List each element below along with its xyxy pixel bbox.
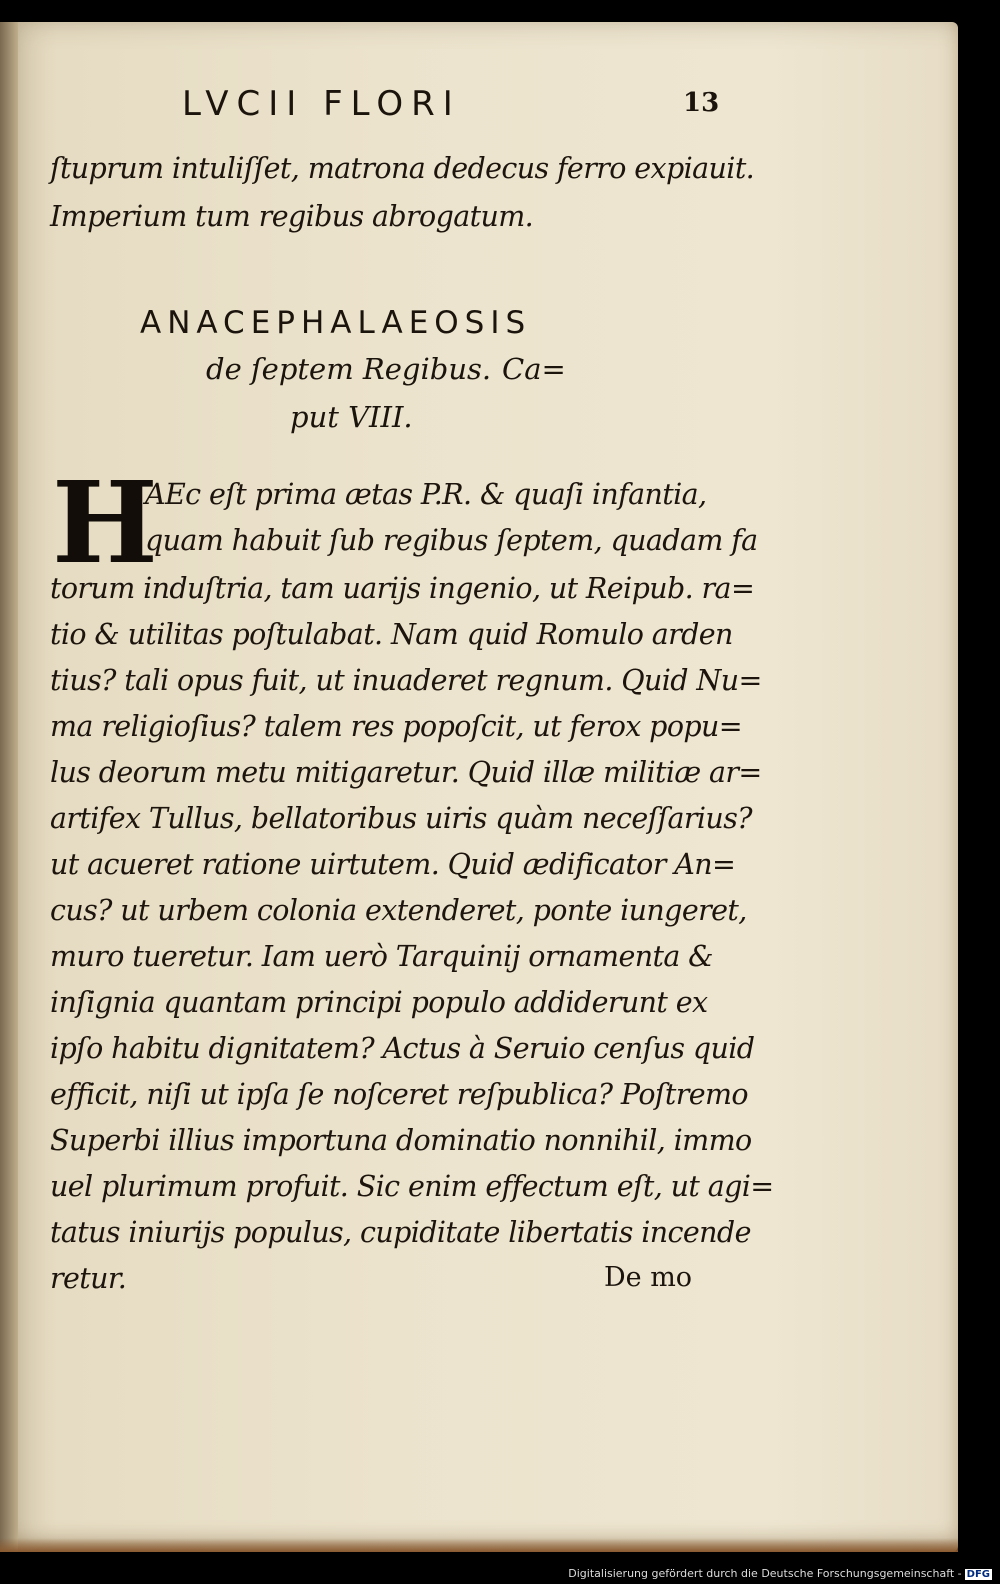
body-line: artifex Tullus, bellatoribus uiris quàm neceſſarius? (50, 802, 752, 835)
catchword: De mo (604, 1262, 693, 1293)
body-line: inſignia quantam principi populo addiderunt ex (50, 986, 708, 1019)
chapter-number: put VIII. (290, 400, 413, 434)
running-head: LVCII FLORI (182, 84, 461, 124)
opening-line: ſtuprum intuliſſet, matrona dedecus ferro expiauit. (50, 152, 755, 185)
chapter-subheading: de ſeptem Regibus. (206, 352, 492, 386)
body-line: retur. (50, 1262, 127, 1295)
body-line: ut acueret ratione uirtutem. Quid ædificator An= (50, 848, 736, 881)
body-line: ipſo habitu dignitatem? Actus à Seruio cenſus quid (50, 1032, 755, 1065)
chapter-subheading-continuation: Ca= (502, 352, 566, 386)
opening-line: Imperium tum regibus abrogatum. (50, 200, 534, 233)
body-line: tius? tali opus fuit, ut inuaderet regnum. Quid Nu= (50, 664, 762, 697)
drop-initial: H (52, 458, 158, 589)
page-gutter-shadow (0, 22, 18, 1552)
digitization-credit (568, 1567, 992, 1580)
body-line: efficit, niſi ut ipſa ſe noſceret reſpublica? Poſtremo (50, 1078, 748, 1111)
dfg-logo: DFG (966, 1569, 990, 1580)
credit-text: Digitalisierung gefördert durch die Deutsche Forschungsgemeinschaft - (568, 1567, 962, 1580)
body-line: cus? ut urbem colonia extenderet, ponte iungeret, (50, 894, 747, 927)
body-line: tatus iniurijs populus, cupiditate libertatis incende (50, 1216, 751, 1249)
body-line: uel plurimum profuit. Sic enim effectum eſt, ut agi= (50, 1170, 774, 1203)
body-line: tio & utilitas poſtulabat. Nam quid Romulo arden (50, 618, 733, 651)
body-line: AEc eſt prima ætas P.R. & quaſi infantia, (145, 478, 707, 511)
body-line: torum induſtria, tam uarijs ingenio, ut Reipub. ra= (50, 572, 755, 605)
body-line: lus deorum metu mitigaretur. Quid illæ militiæ ar= (50, 756, 762, 789)
page-bottom-edge (0, 1538, 958, 1552)
body-line: quam habuit ſub regibus ſeptem, quadam fa (145, 524, 758, 557)
body-line: ma religioſius? talem res popoſcit, ut ferox popu= (50, 710, 743, 743)
body-line: Superbi illius importuna dominatio nonnihil, immo (50, 1124, 752, 1157)
chapter-heading: ANACEPHALAEOSIS (140, 305, 532, 341)
book-page (0, 22, 958, 1552)
folio-number: 13 (683, 88, 720, 118)
body-line: muro tueretur. Iam uerò Tarquinij ornamenta & (50, 940, 713, 973)
